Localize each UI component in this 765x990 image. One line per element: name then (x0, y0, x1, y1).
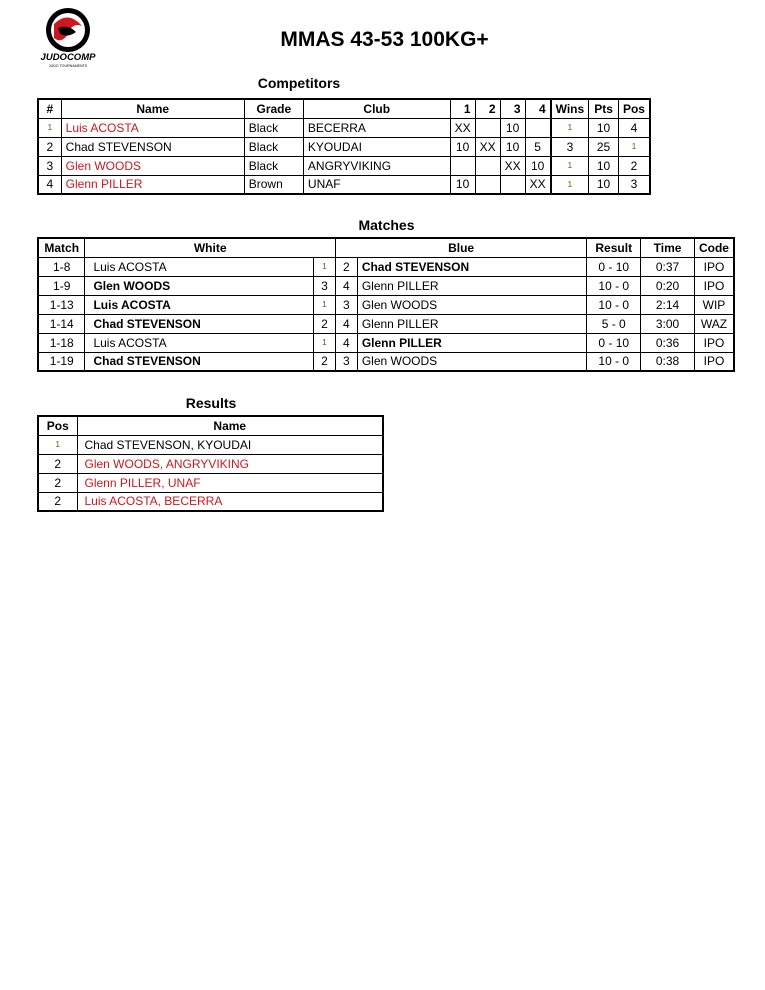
round-1-score: 10 (450, 175, 475, 194)
table-row (38, 156, 650, 175)
white-player: Chad STEVENSON (85, 314, 314, 333)
blue-number: 4 (335, 314, 357, 333)
competitor-name: Chad STEVENSON (61, 137, 244, 156)
col-wins: Wins (551, 99, 589, 118)
competitor-wins: 1 (551, 175, 589, 194)
competitor-pts: 10 (589, 175, 619, 194)
match-code: WIP (694, 295, 734, 314)
results-title: Results (185, 395, 237, 411)
col-white: White (85, 238, 335, 257)
blue-number: 4 (335, 333, 357, 352)
round-3-score (500, 175, 525, 194)
match-id: 1-8 (38, 257, 85, 276)
competitor-name: Luis ACOSTA (61, 118, 244, 137)
col-code: Code (694, 238, 734, 257)
competitor-grade: Black (244, 156, 303, 175)
match-time: 0:37 (641, 257, 695, 276)
match-result: 10 - 0 (587, 352, 641, 371)
competitors-header-row (38, 99, 650, 118)
table-row (38, 492, 383, 511)
competitor-wins: 1 (551, 156, 589, 175)
blue-number: 3 (335, 295, 357, 314)
white-number: 3 (314, 276, 336, 295)
col-time: Time (641, 238, 695, 257)
competitor-pts: 10 (589, 156, 619, 175)
match-time: 0:20 (641, 276, 695, 295)
competitor-pos: 1 (618, 137, 650, 156)
matches-table (37, 237, 735, 372)
round-4-score: 10 (525, 156, 551, 175)
result-name: Glen WOODS, ANGRYVIKING (77, 454, 383, 473)
match-id: 1-14 (38, 314, 85, 333)
col-num: # (38, 99, 61, 118)
white-player: Glen WOODS (85, 276, 314, 295)
competitors-table (37, 98, 651, 195)
competitor-club: ANGRYVIKING (303, 156, 450, 175)
match-id: 1-9 (38, 276, 85, 295)
result-name: Chad STEVENSON, KYOUDAI (77, 435, 383, 454)
match-result: 10 - 0 (587, 276, 641, 295)
competitor-pos: 3 (618, 175, 650, 194)
competitor-grade: Black (244, 118, 303, 137)
competitor-pos: 4 (618, 118, 650, 137)
table-row (38, 257, 734, 276)
col-blue: Blue (335, 238, 586, 257)
col-round-3: 3 (500, 99, 525, 118)
blue-player: Glenn PILLER (357, 333, 586, 352)
competitor-club: KYOUDAI (303, 137, 450, 156)
result-pos: 2 (38, 454, 77, 473)
round-4-score: XX (525, 175, 551, 194)
match-result: 0 - 10 (587, 333, 641, 352)
col-club: Club (303, 99, 450, 118)
result-pos: 2 (38, 473, 77, 492)
competitor-name: Glen WOODS (61, 156, 244, 175)
col-pts: Pts (589, 99, 619, 118)
white-number: 2 (314, 314, 336, 333)
competitor-wins: 3 (551, 137, 589, 156)
white-number: 1 (314, 295, 336, 314)
table-row (38, 175, 650, 194)
match-code: IPO (694, 276, 734, 295)
blue-player: Chad STEVENSON (357, 257, 586, 276)
col-match: Match (38, 238, 85, 257)
round-1-score (450, 156, 475, 175)
competitor-num: 4 (38, 175, 61, 194)
white-number: 1 (314, 333, 336, 352)
competitor-pos: 2 (618, 156, 650, 175)
results-table (37, 415, 384, 512)
competitors-title: Competitors (257, 75, 341, 91)
col-round-1: 1 (450, 99, 475, 118)
result-name: Glenn PILLER, UNAF (77, 473, 383, 492)
match-result: 0 - 10 (587, 257, 641, 276)
page-title: MMAS 43-53 100KG+ (280, 28, 489, 51)
table-row (38, 276, 734, 295)
white-player: Luis ACOSTA (85, 257, 314, 276)
competitor-num: 2 (38, 137, 61, 156)
col-grade: Grade (244, 99, 303, 118)
match-code: IPO (694, 352, 734, 371)
blue-number: 3 (335, 352, 357, 371)
matches-header-row (38, 238, 734, 257)
match-id: 1-18 (38, 333, 85, 352)
result-pos: 1 (38, 435, 77, 454)
competitor-pts: 25 (589, 137, 619, 156)
table-row (38, 435, 383, 454)
competitor-grade: Brown (244, 175, 303, 194)
competitor-name: Glenn PILLER (61, 175, 244, 194)
col-name: Name (61, 99, 244, 118)
table-row (38, 118, 650, 137)
col-result: Result (587, 238, 641, 257)
match-result: 5 - 0 (587, 314, 641, 333)
blue-player: Glen WOODS (357, 295, 586, 314)
round-4-score: 5 (525, 137, 551, 156)
blue-number: 2 (335, 257, 357, 276)
table-row (38, 454, 383, 473)
round-1-score: 10 (450, 137, 475, 156)
competitor-num: 3 (38, 156, 61, 175)
match-code: IPO (694, 333, 734, 352)
match-code: IPO (694, 257, 734, 276)
match-result: 10 - 0 (587, 295, 641, 314)
competitor-pts: 10 (589, 118, 619, 137)
col-result-pos: Pos (38, 416, 77, 435)
white-player: Luis ACOSTA (85, 295, 314, 314)
table-row (38, 333, 734, 352)
match-code: WAZ (694, 314, 734, 333)
logo-subtext: JUDO TOURNAMENTS (48, 64, 88, 68)
matches-title: Matches (358, 217, 415, 233)
table-row (38, 137, 650, 156)
round-3-score: XX (500, 156, 525, 175)
match-time: 3:00 (641, 314, 695, 333)
table-row (38, 352, 734, 371)
col-pos: Pos (618, 99, 650, 118)
col-round-2: 2 (475, 99, 500, 118)
white-number: 2 (314, 352, 336, 371)
result-name: Luis ACOSTA, BECERRA (77, 492, 383, 511)
col-round-4: 4 (525, 99, 551, 118)
competitor-num: 1 (38, 118, 61, 137)
col-result-name: Name (77, 416, 383, 435)
round-2-score (475, 156, 500, 175)
match-time: 0:36 (641, 333, 695, 352)
blue-number: 4 (335, 276, 357, 295)
blue-player: Glenn PILLER (357, 314, 586, 333)
white-player: Chad STEVENSON (85, 352, 314, 371)
round-2-score: XX (475, 137, 500, 156)
round-2-score (475, 118, 500, 137)
white-number: 1 (314, 257, 336, 276)
results-header-row (38, 416, 383, 435)
match-id: 1-13 (38, 295, 85, 314)
competitor-club: UNAF (303, 175, 450, 194)
logo-text: JUDOCOMP (40, 52, 96, 63)
blue-player: Glenn PILLER (357, 276, 586, 295)
round-3-score: 10 (500, 118, 525, 137)
result-pos: 2 (38, 492, 77, 511)
match-time: 2:14 (641, 295, 695, 314)
match-time: 0:38 (641, 352, 695, 371)
competitor-grade: Black (244, 137, 303, 156)
competitor-club: BECERRA (303, 118, 450, 137)
round-2-score (475, 175, 500, 194)
white-player: Luis ACOSTA (85, 333, 314, 352)
table-row (38, 473, 383, 492)
blue-player: Glen WOODS (357, 352, 586, 371)
round-3-score: 10 (500, 137, 525, 156)
round-1-score: XX (450, 118, 475, 137)
competitor-wins: 1 (551, 118, 589, 137)
table-row (38, 295, 734, 314)
table-row (38, 314, 734, 333)
match-id: 1-19 (38, 352, 85, 371)
round-4-score (525, 118, 551, 137)
